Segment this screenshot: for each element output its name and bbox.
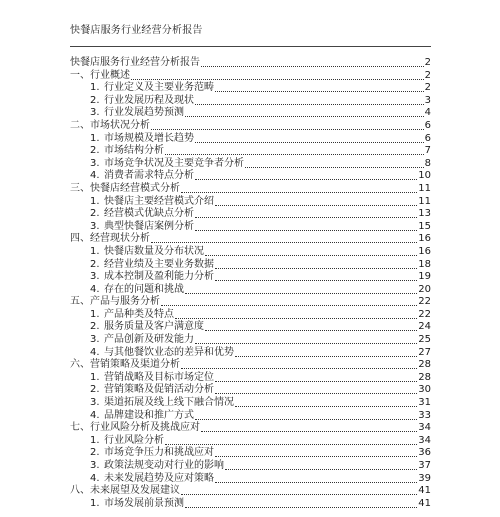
- toc-entry-title: 消费者需求特点分析: [104, 170, 194, 182]
- toc-entry-title: 服务质量及客户满意度: [104, 321, 204, 333]
- toc-entry[interactable]: [70, 410, 431, 423]
- toc-entry-title: 典型快餐店案例分析: [104, 220, 194, 232]
- toc-entry[interactable]: [70, 347, 431, 360]
- toc-page-number: 33: [418, 409, 431, 421]
- toc-entry[interactable]: [70, 372, 431, 385]
- toc-entry-number: 2.: [90, 145, 100, 157]
- toc-entry-number: 二、: [70, 119, 90, 131]
- toc-dot-leader: [215, 372, 417, 382]
- toc-entry-title: 快餐店数量及分布状况: [104, 245, 204, 257]
- toc-dot-leader: [165, 145, 424, 155]
- toc-entry[interactable]: [70, 309, 431, 322]
- toc-entry-number: 1.: [90, 497, 100, 509]
- toc-entry-title: 市场规模及增长趋势: [104, 132, 194, 144]
- toc-page-number: 34: [418, 422, 431, 434]
- toc-entry-number: 3.: [90, 460, 100, 471]
- toc-entry-number: 4.: [90, 283, 100, 295]
- toc-entry[interactable]: [70, 183, 431, 196]
- toc-page-number: 2: [424, 82, 431, 94]
- toc-entry-number: 七、: [70, 422, 90, 434]
- toc-page-number: 36: [418, 447, 431, 459]
- toc-entry-title: 未来发展趋势及应对策略: [104, 472, 214, 484]
- toc-entry-number: 3.: [90, 397, 100, 409]
- toc-entry[interactable]: [70, 208, 431, 221]
- toc-entry[interactable]: [70, 170, 431, 183]
- toc-entry[interactable]: [70, 70, 431, 83]
- toc-entry-number: 四、: [70, 233, 90, 245]
- toc-page-number: 16: [418, 245, 431, 257]
- toc-entry-title: 快餐店主要经营模式介绍: [104, 195, 214, 207]
- toc-entry-title: 营销策略及渠道分析: [90, 359, 180, 371]
- toc-entry-number: 3.: [90, 107, 100, 119]
- toc-entry[interactable]: [70, 473, 431, 486]
- toc-entry-title: 行业定义及主要业务范畴: [104, 82, 214, 94]
- toc-dot-leader: [165, 435, 417, 445]
- toc-page-number: 8: [424, 157, 431, 169]
- toc-entry[interactable]: [70, 447, 431, 460]
- toc-dot-leader: [185, 284, 417, 294]
- toc-entry-number: 4.: [90, 472, 100, 484]
- toc-dot-leader: [131, 70, 424, 80]
- toc-dot-leader: [195, 221, 417, 231]
- toc-entry[interactable]: [70, 271, 431, 284]
- toc-page-number: 41: [418, 497, 431, 509]
- toc-entry-number: 2.: [90, 208, 100, 220]
- toc-entry[interactable]: [70, 359, 431, 372]
- toc-entry-title: 市场竞争状况及主要竞争者分析: [104, 157, 244, 169]
- toc-entry-title: 行业发展历程及现状: [104, 94, 194, 106]
- toc-entry[interactable]: [70, 107, 431, 120]
- toc-page-number: 28: [418, 359, 431, 371]
- toc-entry-number: 3.: [90, 334, 100, 346]
- toc-entry-title: 市场发展前景预测: [104, 497, 184, 509]
- toc-entry-number: 2.: [90, 94, 100, 106]
- toc-page-number: 24: [418, 321, 431, 333]
- toc-entry-title: 市场结构分析: [104, 145, 164, 157]
- toc-entry-number: 3.: [90, 220, 100, 232]
- toc-entry[interactable]: [70, 57, 431, 70]
- toc-entry[interactable]: [70, 82, 431, 95]
- toc-entry-title: 经营业绩及主要业务数据: [104, 258, 214, 270]
- toc-entry-number: 3.: [90, 271, 100, 283]
- toc-dot-leader: [181, 183, 417, 193]
- toc-entry[interactable]: [70, 296, 431, 309]
- toc-entry-title: 政策法规变动对行业的影响: [104, 460, 224, 471]
- toc-dot-leader: [215, 473, 417, 483]
- toc-entry[interactable]: [70, 95, 431, 108]
- toc-dot-leader: [205, 321, 417, 331]
- toc-dot-leader: [201, 57, 424, 67]
- toc-entry[interactable]: [70, 221, 431, 234]
- toc-entry-number: 2.: [90, 321, 100, 333]
- toc-entry-title: 品牌建设和推广方式: [104, 409, 194, 421]
- header-divider: [70, 46, 431, 47]
- toc-entry[interactable]: [70, 384, 431, 397]
- toc-entry[interactable]: [70, 498, 431, 511]
- toc-entry-title: 行业风险分析及挑战应对: [90, 422, 200, 434]
- toc-entry-title: 行业概述: [90, 69, 130, 81]
- toc-entry-title: 存在的问题和挑战: [104, 283, 184, 295]
- toc-entry[interactable]: [70, 196, 431, 209]
- toc-entry-number: 4.: [90, 409, 100, 421]
- toc-entry-number: 1.: [90, 434, 100, 446]
- toc-entry[interactable]: [70, 284, 431, 297]
- toc-dot-leader: [201, 422, 417, 432]
- toc-page-number: 6: [424, 132, 431, 144]
- toc-entry[interactable]: [70, 422, 431, 435]
- toc-page-number: 18: [418, 258, 431, 270]
- toc-page-number: 10: [418, 170, 431, 182]
- toc-entry-number: 六、: [70, 359, 90, 371]
- toc-dot-leader: [151, 120, 424, 130]
- toc-entry-title: 市场竞争压力和挑战应对: [104, 447, 214, 459]
- toc-entry-number: 1.: [90, 195, 100, 207]
- toc-entry-number: 八、: [70, 485, 90, 497]
- toc-page-number: 34: [418, 434, 431, 446]
- toc-page-number: 31: [418, 397, 431, 409]
- toc-page-number: 6: [424, 119, 431, 131]
- toc-entry-title: 行业发展趋势预测: [104, 107, 184, 119]
- toc-dot-leader: [235, 397, 417, 407]
- toc-dot-leader: [215, 259, 417, 269]
- toc-page-number: 25: [418, 334, 431, 346]
- toc-dot-leader: [181, 359, 417, 369]
- toc-entry-title: 未来展望及发展建议: [90, 485, 180, 497]
- toc-entry-number: 1.: [90, 82, 100, 94]
- toc-entry-title: 渠道拓展及线上线下融合情况: [104, 397, 234, 409]
- toc-dot-leader: [215, 196, 417, 206]
- toc-page-number: 2: [424, 69, 431, 81]
- toc-dot-leader: [215, 384, 417, 394]
- toc-page-number: 22: [418, 296, 431, 308]
- toc-page-number: 2: [424, 57, 431, 68]
- toc-page-number: 13: [418, 208, 431, 220]
- toc-page-number: 28: [418, 371, 431, 383]
- toc-entry-title: 成本控制及盈利能力分析: [104, 271, 214, 283]
- table-of-contents: [70, 57, 431, 510]
- toc-dot-leader: [225, 460, 417, 470]
- toc-entry-title: 营销战略及目标市场定位: [104, 371, 214, 383]
- toc-entry-number: 1.: [90, 371, 100, 383]
- toc-entry[interactable]: [70, 485, 431, 498]
- toc-dot-leader: [215, 82, 424, 92]
- toc-dot-leader: [215, 271, 417, 281]
- toc-entry-number: 4.: [90, 346, 100, 358]
- toc-entry-title: 市场状况分析: [90, 119, 150, 131]
- toc-dot-leader: [151, 233, 417, 243]
- toc-entry-title: 产品与服务分析: [90, 296, 160, 308]
- toc-dot-leader: [195, 334, 417, 344]
- toc-dot-leader: [245, 158, 424, 168]
- toc-entry[interactable]: [70, 233, 431, 246]
- toc-dot-leader: [195, 170, 417, 180]
- toc-entry[interactable]: [70, 158, 431, 171]
- toc-dot-leader: [205, 246, 417, 256]
- toc-dot-leader: [235, 347, 417, 357]
- toc-entry-number: 1.: [90, 308, 100, 320]
- toc-page-number: 16: [418, 233, 431, 245]
- toc-entry-number: 一、: [70, 69, 90, 81]
- toc-entry-title: 产品种类及特点: [104, 308, 174, 320]
- toc-page-number: 20: [418, 283, 431, 295]
- toc-entry[interactable]: [70, 133, 431, 146]
- toc-entry-number: 五、: [70, 296, 90, 308]
- toc-entry-number: 3.: [90, 157, 100, 169]
- document-header: 快餐店服务行业经营分析报告: [70, 25, 203, 36]
- toc-page-number: 3: [424, 94, 431, 106]
- toc-entry-number: 1.: [90, 132, 100, 144]
- toc-page-number: 27: [418, 346, 431, 358]
- toc-dot-leader: [195, 410, 417, 420]
- toc-entry-number: 2.: [90, 384, 100, 396]
- toc-dot-leader: [161, 296, 417, 306]
- toc-entry-number: 1.: [90, 245, 100, 257]
- toc-entry-number: 2.: [90, 447, 100, 459]
- toc-page-number: 39: [418, 472, 431, 484]
- toc-page-number: 37: [418, 460, 431, 471]
- toc-dot-leader: [175, 309, 417, 319]
- toc-entry-number: 4.: [90, 170, 100, 182]
- toc-page-number: 11: [418, 182, 431, 194]
- toc-dot-leader: [195, 95, 424, 105]
- toc-dot-leader: [181, 485, 417, 495]
- toc-entry-title: 产品创新及研发能力: [104, 334, 194, 346]
- toc-entry-title: 经营现状分析: [90, 233, 150, 245]
- toc-page-number: 11: [418, 195, 431, 207]
- toc-entry[interactable]: [70, 321, 431, 334]
- toc-page-number: 7: [424, 145, 431, 157]
- toc-dot-leader: [215, 447, 417, 457]
- toc-entry-title: 行业风险分析: [104, 434, 164, 446]
- toc-entry[interactable]: [70, 246, 431, 259]
- toc-page-number: 41: [418, 485, 431, 497]
- toc-entry-title: 快餐店经营模式分析: [90, 182, 180, 194]
- toc-page-number: 19: [418, 271, 431, 283]
- toc-dot-leader: [195, 208, 417, 218]
- toc-entry[interactable]: [70, 334, 431, 347]
- toc-entry[interactable]: [70, 145, 431, 158]
- toc-entry-title: 经营模式优缺点分析: [104, 208, 194, 220]
- toc-entry-title: 与其他餐饮业态的差异和优势: [104, 346, 234, 358]
- toc-page-number: 30: [418, 384, 431, 396]
- toc-entry-title: 快餐店服务行业经营分析报告: [70, 57, 200, 68]
- toc-page-number: 4: [424, 107, 431, 119]
- toc-entry[interactable]: [70, 397, 431, 410]
- toc-entry[interactable]: [70, 259, 431, 272]
- toc-dot-leader: [185, 107, 424, 117]
- toc-entry[interactable]: [70, 120, 431, 133]
- toc-page-number: 15: [418, 220, 431, 232]
- toc-page-number: 22: [418, 308, 431, 320]
- toc-entry[interactable]: [70, 460, 431, 473]
- toc-entry-number: 三、: [70, 182, 90, 194]
- toc-dot-leader: [185, 498, 417, 508]
- toc-entry-number: 2.: [90, 258, 100, 270]
- toc-dot-leader: [195, 133, 424, 143]
- toc-entry-title: 营销策略及促销活动分析: [104, 384, 214, 396]
- toc-entry[interactable]: [70, 435, 431, 448]
